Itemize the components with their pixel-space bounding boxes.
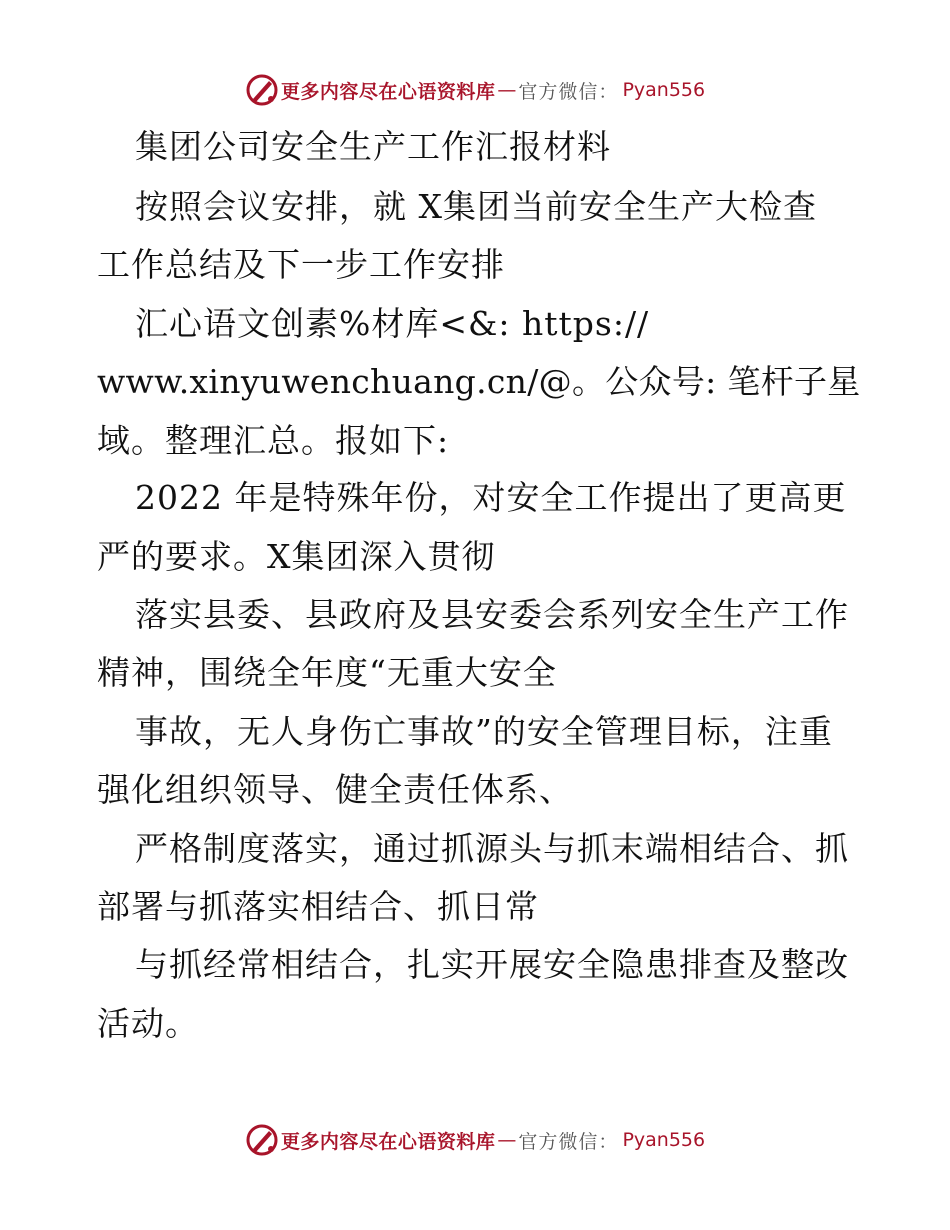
text-line: 域。整理汇总。报如下: [97, 421, 450, 460]
text-line: 与抓经常相结合，扎实开展安全隐患排查及整改 [135, 945, 849, 984]
text-line: 工作总结及下一步工作安排 [97, 245, 505, 284]
banner-wechat-id: Pyan556 [622, 1129, 706, 1151]
text-line: 事故，无人身伤亡事故”的安全管理目标，注重 [135, 712, 833, 751]
banner-wechat-label: 官方微信： [518, 1130, 619, 1153]
text-line: 严格制度落实，通过抓源头与抓末端相结合、抓 [135, 829, 849, 868]
banner-text: 更多内容尽在心语资料库 [280, 80, 496, 103]
footer-watermark-banner [0, 1120, 950, 1160]
text-line: 严的要求。X集团深入贯彻 [97, 537, 496, 576]
pen-logo-icon [245, 1123, 279, 1157]
banner-wechat-label: 官方微信： [518, 80, 619, 103]
text-line: 部署与抓落实相结合、抓日常 [97, 887, 539, 926]
text-line: 活动。 [97, 1004, 199, 1043]
banner-wechat-id: Pyan556 [622, 79, 706, 101]
document-title: 集团公司安全生产工作汇报材料 [135, 127, 611, 166]
text-line: 落实县委、县政府及县安委会系列安全生产工作 [135, 595, 849, 634]
text-line: 精神，围绕全年度“无重大安全 [97, 653, 557, 692]
text-line: www.xinyuwenchuang.cn/@。公众号: 笔杆子星 [97, 362, 861, 401]
text-line: 按照会议安排，就 X集团当前安全生产大检查 [135, 187, 817, 226]
pen-logo-icon [245, 73, 279, 107]
banner-dash: — [497, 1129, 517, 1151]
text-line: 汇心语文创素%材库<&: https:// [135, 304, 650, 343]
banner-dash: — [497, 79, 517, 101]
header-watermark-banner [0, 70, 950, 110]
text-line: 2022 年是特殊年份，对安全工作提出了更高更 [135, 478, 847, 517]
banner-text: 更多内容尽在心语资料库 [280, 1130, 496, 1153]
text-line: 强化组织领导、健全责任体系、 [97, 770, 573, 809]
